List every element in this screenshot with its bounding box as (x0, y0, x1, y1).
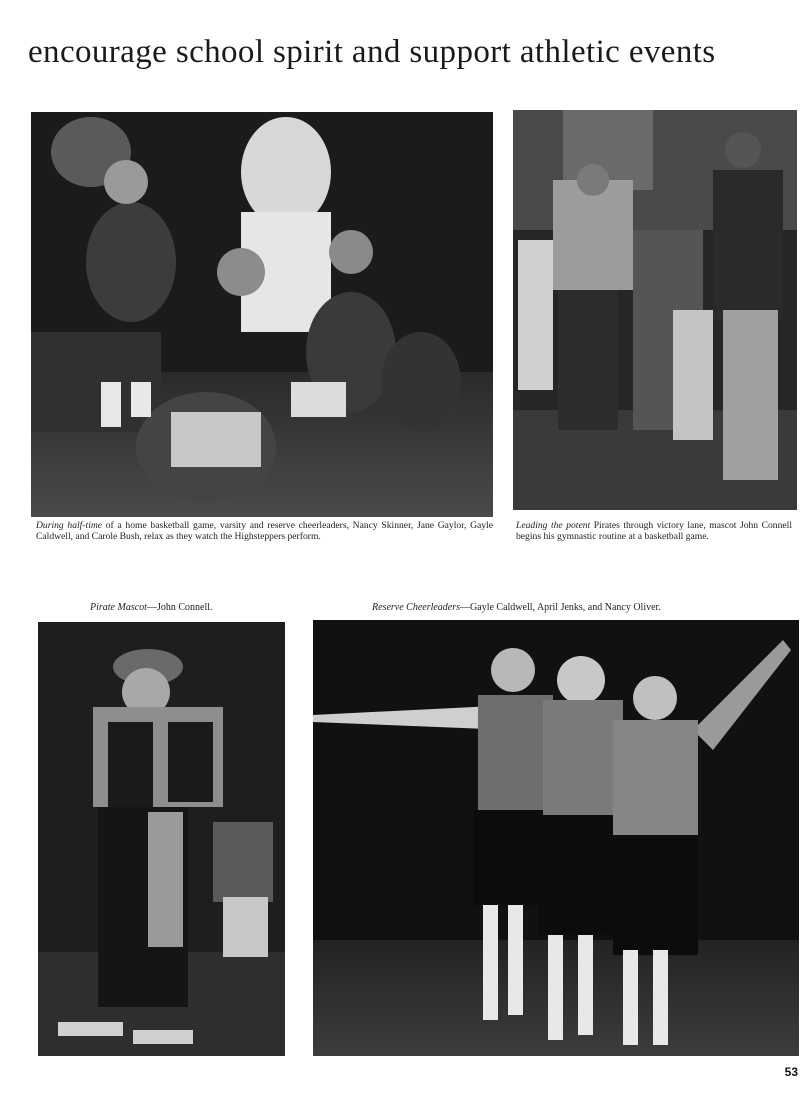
mascot-crowd-caption-body: Pirates through victory lane, mascot John Connell begins his gymnastic routine at a basketball game. (516, 520, 792, 542)
mascot-portrait-label-body: —John Connell. (146, 602, 213, 613)
mascot-crowd-photo (513, 110, 797, 510)
reserve-photo-image (313, 620, 799, 1056)
halftime-photo-image (31, 112, 493, 517)
page-number: 53 (784, 1065, 798, 1079)
halftime-photo (31, 112, 493, 517)
mascot-crowd-photo-image (513, 110, 797, 510)
page-title: encourage school spirit and support athletic events (28, 34, 716, 70)
mascot-portrait-label (90, 602, 213, 614)
reserve-label-lead: Reserve Cheerleaders (372, 602, 461, 613)
mascot-portrait-photo-image (38, 622, 285, 1056)
halftime-caption-body: of a home basketball game, varsity and reserve cheerleaders, Nancy Skinner, Jane Gaylor, Gayle Caldwell, and Carole Bush, relax as they watch the Highsteppers perform. (36, 520, 493, 542)
reserve-label (372, 602, 661, 614)
reserve-label-body: —Gayle Caldwell, April Jenks, and Nancy Oliver. (460, 602, 661, 613)
halftime-caption (36, 520, 493, 542)
mascot-crowd-caption-lead: Leading the potent (516, 520, 591, 531)
mascot-crowd-caption (516, 520, 792, 542)
mascot-portrait-photo (38, 622, 285, 1056)
halftime-caption-lead: During half-time (36, 520, 103, 531)
mascot-portrait-label-lead: Pirate Mascot (90, 602, 147, 613)
reserve-photo (313, 620, 799, 1056)
